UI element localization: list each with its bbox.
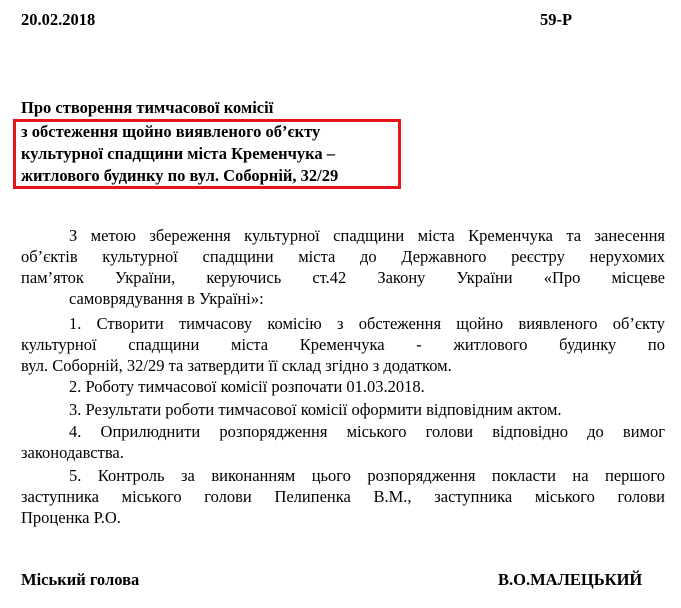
preamble-paragraph <box>21 225 665 309</box>
document-number: 59-Р <box>540 10 573 29</box>
preamble-line-3: пам’яток України, керуючись ст.42 Закону України «Про місцеве <box>21 268 665 287</box>
item-4-paragraph <box>21 421 665 463</box>
title-line-2: з обстеження щойно виявленого об’єкту <box>21 122 321 141</box>
title-highlight-box <box>13 119 401 189</box>
item-1-line-3: вул. Соборній, 32/29 та затвердити її склад згідно з додатком. <box>21 356 452 375</box>
item-2-paragraph <box>21 376 665 397</box>
title-line-4: житлового будинку по вул. Соборній, 32/29 <box>21 166 339 185</box>
document-date: 20.02.2018 <box>21 10 96 29</box>
item-5-line-2: заступника міського голови Пелипенка В.М., заступника міського голови <box>21 487 665 506</box>
preamble-line-1: З метою збереження культурної спадщини міста Кременчука та занесення <box>69 226 665 245</box>
item-5-paragraph <box>21 465 665 528</box>
item-3-line: 3. Результати роботи тимчасової комісії оформити відповідним актом. <box>69 400 562 419</box>
item-5-line-3: Проценка Р.О. <box>21 508 121 527</box>
item-4-line-2: законодавства. <box>21 443 124 462</box>
preamble-line-4: самоврядування в Україні»: <box>69 289 264 308</box>
item-5-line-1: 5. Контроль за виконанням цього розпорядження покласти на першого <box>69 466 665 485</box>
title-line-1: Про створення тимчасової комісії <box>21 98 274 117</box>
item-2-line: 2. Роботу тимчасової комісії розпочати 01.03.2018. <box>69 377 425 396</box>
title-line-3: культурної спадщини міста Кременчука – <box>21 144 336 163</box>
item-1-line-1: 1. Створити тимчасову комісію з обстеження щойно виявленого об’єкту <box>69 314 665 333</box>
item-4-line-1: 4. Оприлюднити розпорядження міського голови відповідно до вимог <box>69 422 665 441</box>
preamble-line-2: об’єктів культурної спадщини міста до Державного реєстру нерухомих <box>21 247 665 266</box>
signatory-position: Міський голова <box>21 570 140 589</box>
signatory-name: В.О.МАЛЕЦЬКИЙ <box>498 570 643 589</box>
item-1-line-2: культурної спадщини міста Кременчука - житлового будинку по <box>21 335 665 354</box>
item-3-paragraph <box>21 399 665 420</box>
item-1-paragraph <box>21 313 665 376</box>
